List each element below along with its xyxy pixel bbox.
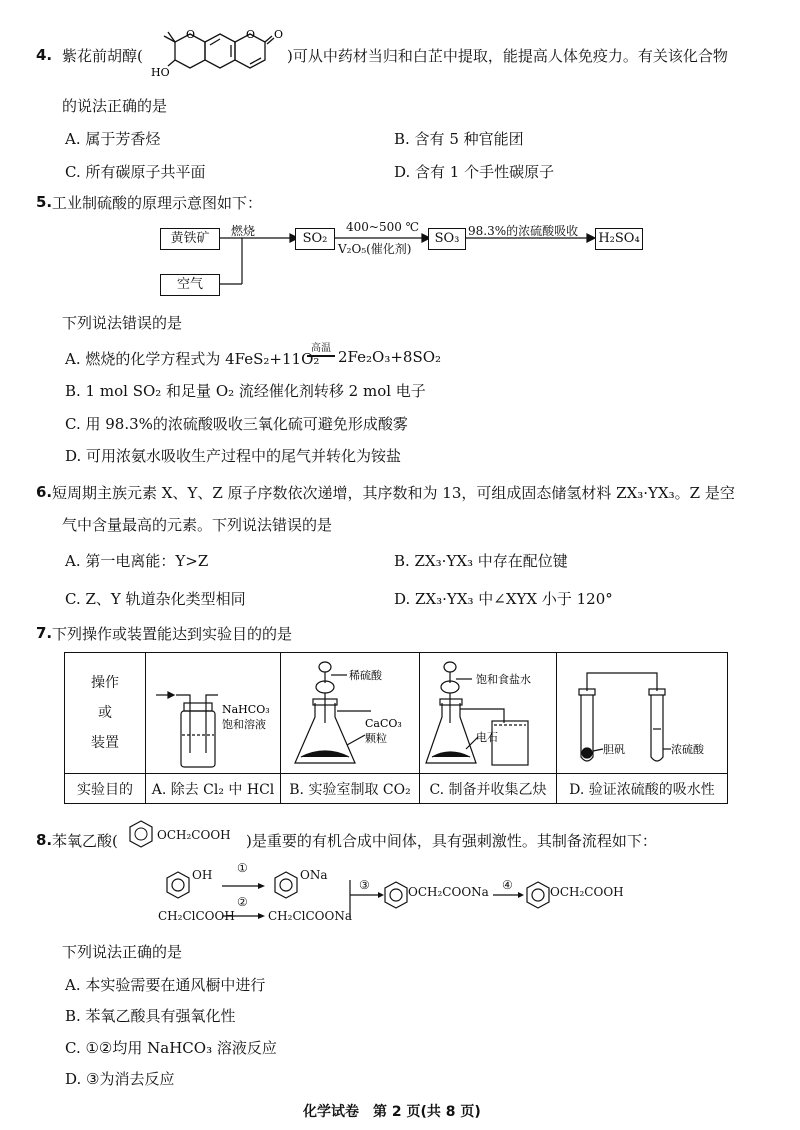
acetylene-apparatus-icon — [420, 653, 556, 773]
q8-chloroacetate: CH₂ClCOONa — [268, 909, 352, 923]
benzene-ring-icon — [127, 818, 155, 852]
q5-option-b: B. 1 mol SO₂ 和足量 O₂ 流经催化剂转移 2 mol 电子 — [65, 382, 426, 400]
q5-box-so2: SO₂ — [295, 228, 335, 250]
q8-stem-post: )是重要的有机合成中间体，具有强刺激性。其制备流程如下： — [246, 832, 657, 850]
page-footer: 化学试卷 第 2 页(共 8 页) — [303, 1104, 481, 1120]
q6-option-c: C. Z、Y 轨道杂化类型相同 — [65, 590, 246, 608]
q5-option-c: C. 用 98.3%的浓硫酸吸收三氧化硫可避免形成酸雾 — [65, 415, 408, 433]
q6-number: 6. — [36, 483, 53, 501]
gas-washing-bottle-icon — [146, 653, 280, 773]
q5-label-absorb: 98.3%的浓硫酸吸收 — [468, 224, 579, 238]
q8-step-2: ② — [237, 895, 248, 909]
q8-chloroacetic-acid: CH₂ClCOOH — [158, 909, 235, 923]
q4-mol-ho: HO — [151, 66, 170, 79]
q8-step-3: ③ — [359, 878, 370, 892]
q7-b-label-2: CaCO₃ — [365, 717, 402, 730]
q5-box-so3: SO₃ — [428, 228, 466, 250]
q7-a-label-2: 饱和溶液 — [222, 718, 266, 731]
q7-purpose-a: A. 除去 Cl₂ 中 HCl — [146, 774, 281, 804]
q8-product-4: OCH₂COOH — [550, 885, 624, 899]
test-tubes-icon — [557, 653, 727, 773]
q4-stem-post: )可从中药材当归和白芷中提取，能提高人体免疫力。有关该化合物 — [287, 47, 728, 65]
q7-number: 7. — [36, 624, 53, 642]
q7-d-label-1: 胆矾 — [603, 743, 625, 756]
q5-number: 5. — [36, 193, 53, 211]
q7-d-label-2: 浓硫酸 — [671, 743, 704, 756]
q7-row-label-2: 或 — [98, 705, 112, 721]
q7-apparatus-d — [557, 653, 728, 774]
q7-experiment-table — [64, 652, 728, 804]
q4-option-a: A. 属于芳香烃 — [65, 130, 161, 148]
q8-stem-pre: 苯氧乙酸( — [52, 832, 118, 850]
q4-option-d: D. 含有 1 个手性碳原子 — [394, 163, 555, 181]
q8-number: 8. — [36, 831, 53, 849]
q5-box-pyrite: 黄铁矿 — [160, 228, 220, 250]
q4-number: 4. — [36, 46, 53, 64]
q7-row-label-3: 装置 — [91, 735, 119, 751]
q7-purpose-label: 实验目的 — [65, 774, 146, 804]
q8-phenolate-ona: ONa — [300, 868, 328, 882]
q5-cond-top: 400~500 ℃ — [346, 220, 420, 234]
q7-row-label-1: 操作 — [91, 675, 119, 691]
q8-phenol-oh: OH — [192, 868, 213, 882]
q7-purpose-b: B. 实验室制取 CO₂ — [281, 774, 420, 804]
q5-box-air: 空气 — [160, 274, 220, 296]
q5-option-a-condition: 高温 — [307, 344, 335, 357]
q4-mol-o1: O — [186, 28, 196, 41]
q8-question: 下列说法正确的是 — [62, 943, 183, 961]
q5-question: 下列说法错误的是 — [62, 314, 183, 332]
q8-step-1: ① — [237, 861, 248, 875]
q5-box-h2so4: H₂SO₄ — [595, 228, 643, 250]
q7-apparatus-b — [281, 653, 420, 774]
q7-stem: 下列操作或装置能达到实验目的的是 — [52, 625, 293, 643]
q7-b-label-3: 颗粒 — [365, 732, 387, 745]
q6-stem-line1: 短周期主族元素 X、Y、Z 原子序数依次递增，其序数和为 13，可组成固态储氢材料 ZX₃·YX₃。Z 是空 — [52, 484, 735, 502]
q6-option-d: D. ZX₃·YX₃ 中∠XYX 小于 120° — [394, 590, 613, 608]
q4-mol-o2: O — [246, 28, 256, 41]
conical-flask-icon — [281, 653, 419, 773]
q7-purpose-d: D. 验证浓硫酸的吸水性 — [557, 774, 728, 804]
q8-option-b: B. 苯氧乙酸具有强氧化性 — [65, 1007, 236, 1025]
q8-option-a: A. 本实验需要在通风橱中进行 — [65, 976, 266, 994]
q5-cond-bottom: V₂O₅(催化剂) — [338, 242, 412, 256]
q4-stem-pre: 紫花前胡醇( — [62, 47, 143, 65]
q7-apparatus-a — [146, 653, 281, 774]
q4-mol-o3: O — [274, 28, 284, 41]
q5-option-a-post: 2Fe₂O₃+8SO₂ — [338, 348, 442, 366]
q5-label-burn: 燃烧 — [231, 224, 256, 238]
q4-molecule-structure — [150, 24, 290, 86]
q4-option-c: C. 所有碳原子共平面 — [65, 163, 206, 181]
q8-option-c: C. ①②均用 NaHCO₃ 溶液反应 — [65, 1039, 277, 1057]
q7-b-label-1: 稀硫酸 — [349, 669, 382, 682]
q6-option-a: A. 第一电离能：Y>Z — [65, 552, 209, 570]
q8-substituent: OCH₂COOH — [157, 828, 231, 842]
q7-purpose-c: C. 制备并收集乙炔 — [420, 774, 557, 804]
q8-option-d: D. ③为消去反应 — [65, 1070, 175, 1088]
q8-step-4: ④ — [502, 878, 513, 892]
q7-apparatus-c — [420, 653, 557, 774]
q7-a-label-1: NaHCO₃ — [222, 703, 270, 716]
q5-option-a-pre: A. 燃烧的化学方程式为 4FeS₂+11O₂ — [65, 350, 320, 368]
q6-stem-line2: 气中含量最高的元素。下列说法错误的是 — [62, 516, 333, 534]
q7-c-label-2: 电石 — [476, 731, 498, 744]
q5-option-d: D. 可用浓氨水吸收生产过程中的尾气并转化为铵盐 — [65, 447, 402, 465]
q4-option-b: B. 含有 5 种官能团 — [394, 130, 524, 148]
q5-stem: 工业制硫酸的原理示意图如下： — [52, 194, 263, 212]
q6-option-b: B. ZX₃·YX₃ 中存在配位键 — [394, 552, 568, 570]
q7-row-label-cell — [65, 653, 146, 774]
q7-c-label-1: 饱和食盐水 — [476, 673, 531, 686]
q8-product-3: OCH₂COONa — [408, 885, 489, 899]
q4-stem-line2: 的说法正确的是 — [62, 97, 168, 115]
